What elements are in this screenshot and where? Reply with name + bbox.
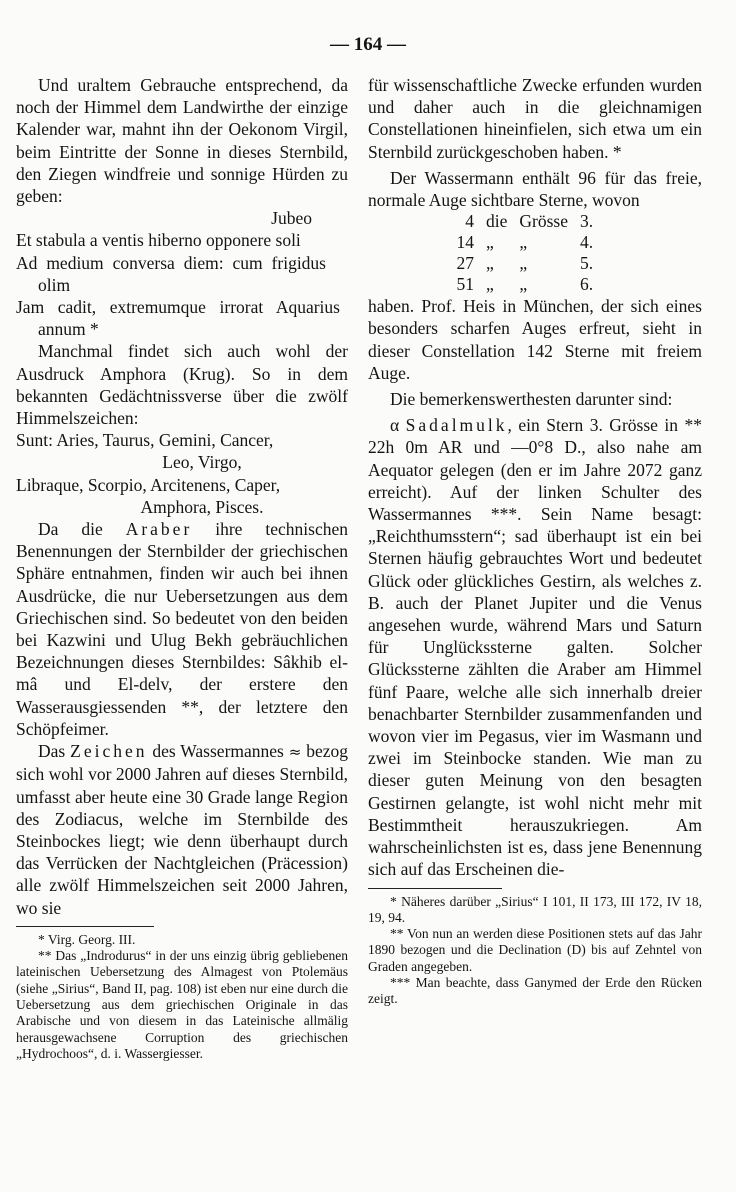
- right-paragraph-3: haben. Prof. Heis in München, der sich eines besonders scharfen Auges erfreut, sieht in dieser Constellation 142 Sterne mit freiem Auge.: [368, 296, 702, 383]
- verse-line-1: Jubeo: [271, 208, 312, 229]
- footnote-1: * Virg. Georg. III.: [38, 931, 136, 947]
- araber-paragraph: [16, 518, 348, 740]
- right-column: [368, 74, 702, 1008]
- magnitude-cell-size: 5.: [580, 253, 594, 274]
- verse-line-3: Ad medium conversa diem: cum frigidus olim: [16, 252, 326, 295]
- magnitude-cell-c2: „: [486, 274, 494, 295]
- left-column: [16, 74, 348, 1062]
- right-paragraph-1: für wissenschaftliche Zwecke erfunden wurden und daher auch in die gleichnamigen Constellationen hineinfielen, sich etwa um ein Sternbild zurückgeschoben haben. *: [368, 75, 702, 162]
- araber-text: ihre technischen Benennungen der Sternbilder der griechischen Sphäre entnahmen, finden wir auch bei ihnen Ausdrücke, die nur Uebersetzungen aus dem Griechischen sind. So bedeutet von den beiden bei Kazwini und Ulug Bekh gebräuchlichen Bezeichnungen dieses Sternbildes: Sâkhib el-mâ und El-delv, der erstere den Wasserausgiessenden **, der letztere den Schöpfeimer.: [16, 519, 348, 739]
- zeichen-paragraph: [16, 740, 348, 919]
- magnitude-table: [434, 211, 599, 295]
- sadalmulk-paragraph: [368, 414, 702, 880]
- footnote-2: ** Das „Indrodurus“ in der uns einzig übrig gebliebenen lateinischen Uebersetzung des Almagest von Ptolemäus (siehe „Sirius“, Band II, pag. 108) ist eben nur eine durch die Uebersetzung aus dem griechischen Originale in das Arabische und von diesem in das Lateinische allmälig herausgewachsene Corruption des griechischen „Hydrochoos“, d. i. Wassergiesser.: [16, 948, 348, 1061]
- verse-line-2: Et stabula a ventis hiberno opponere soli: [16, 230, 301, 251]
- alpha-letter: α: [390, 415, 400, 436]
- magnitude-cell-c3: „: [519, 232, 528, 253]
- right-paragraph-2: Der Wassermann enthält 96 für das freie, normale Auge sichtbare Sterne, wovon: [368, 167, 702, 211]
- footnote-r1: * Näheres darüber „Sirius“ I 101, II 173, III 172, IV 18, 19, 94.: [368, 893, 702, 925]
- amphora-paragraph: Manchmal findet sich auch wohl der Ausdruck Amphora (Krug). So in dem bekannten Gedächtnissverse über die zwölf Himmelszeichen:: [16, 341, 348, 429]
- zeichen-word: Zeichen: [70, 741, 148, 762]
- magnitude-cell-size: 3.: [580, 211, 594, 232]
- sunt-line-3: Libraque, Scorpio, Arcitenens, Caper,: [16, 474, 281, 495]
- verse-line-4: Jam cadit, extremumque irrorat Aquarius annum *: [16, 297, 340, 340]
- virgil-paragraph: Und uraltem Gebrauche entsprechend, da noch der Himmel dem Landwirthe der einzige Kalender war, mahnt ihn der Oekonom Virgil, beim Eintritte der Sonne in dieses Sternbild, den Ziegen windfreie und sonnige Hürden zu geben:: [16, 75, 348, 207]
- left-footnotes: [16, 932, 348, 1062]
- magnitude-cell-count: 4: [465, 211, 474, 232]
- magnitude-cell-count: 14: [456, 232, 474, 253]
- magnitude-cell-count: 27: [456, 253, 474, 274]
- magnitude-cell-c3: „: [519, 274, 528, 295]
- star-name: Sadalmulk: [405, 415, 508, 436]
- magnitude-cell-size: 6.: [580, 274, 594, 295]
- magnitude-cell-c2: „: [486, 253, 494, 274]
- magnitude-cell-c2: die: [486, 211, 508, 232]
- sunt-line-4: Amphora, Pisces.: [140, 496, 264, 517]
- right-paragraph-4: Die bemerkenswerthesten darunter sind:: [390, 389, 673, 410]
- right-footnotes: [368, 894, 702, 1008]
- zeichen-pre: Das: [38, 741, 66, 762]
- footnote-r2: ** Von nun an werden diese Positionen stets auf das Jahr 1890 bezogen und die Declination (D) bis auf Zehntel von Graden angegeben.: [368, 926, 702, 974]
- footnote-divider-right: [368, 888, 502, 889]
- magnitude-row: [434, 253, 599, 274]
- magnitude-cell-c2: „: [486, 232, 494, 253]
- magnitude-cell-c3: „: [519, 253, 528, 274]
- footnote-r3: *** Man beachte, dass Ganymed der Erde den Rücken zeigt.: [368, 974, 702, 1007]
- magnitude-row: [434, 232, 599, 253]
- aquarius-symbol-icon: ≈: [288, 743, 302, 762]
- footnote-divider: [16, 926, 154, 927]
- sunt-line-1: Sunt: Aries, Taurus, Gemini, Cancer,: [16, 430, 274, 451]
- page-number: — 164 —: [330, 34, 406, 55]
- magnitude-cell-size: 4.: [580, 232, 594, 253]
- magnitude-cell-count: 51: [456, 274, 474, 295]
- araber-word: Araber: [125, 519, 193, 540]
- araber-pre: Da die: [38, 519, 103, 540]
- magnitude-row: [434, 274, 599, 295]
- magnitude-cell-c3: Grösse: [519, 211, 568, 232]
- zeichen-text: bezog sich wohl vor 2000 Jahren auf dieses Sternbild, umfasst aber heute eine 30 Grade lange Region des Zodiacus, welche im Sternbilde des Steinbockes liegt; wie denn überhaupt durch das Verrücken der Nachtgleichen (Präcession) alle zwölf Himmelszeichen seit 2000 Jahren, wo sie: [16, 741, 349, 918]
- zeichen-mid: des Wassermannes: [152, 741, 284, 762]
- magnitude-row: [434, 211, 599, 232]
- sadalmulk-text: , ein Stern 3. Grösse in ** 22h 0m AR und —0°8 D., also nahe am Aequator gelegen (den er im Jahre 2072 ganz erreicht). Auf der linken Schulter des Wassermannes ***. Sein Name besagt: „Reichthumsstern“; sad überhaupt ist ein bei Sternen häufig gebrauchtes Wort und bedeutet Glück oder glückliches Gestirn, als welches z. B. auch der Planet Jupiter und die Venus angesehen wurde, während Mars und Saturn für Unglückssterne galten. Solcher Glückssterne zählten die Araber am Himmel fünf Paare, welche alle sich innerhalb dreier benachbarter Sternbilder zusammenfanden und wovon vier im Pegasus, vier im Wasmann und zwei im Steinbocke standen. Wie man zu dieser guten Meinung von den besagten Gestirnen gelangte, ist wohl nicht mehr mit Bestimmtheit herauszukriegen. Am wahrscheinlichsten ist es, dass jene Benennung sich auf das Erscheinen die-: [368, 415, 702, 880]
- sunt-line-2: Leo, Virgo,: [162, 452, 242, 473]
